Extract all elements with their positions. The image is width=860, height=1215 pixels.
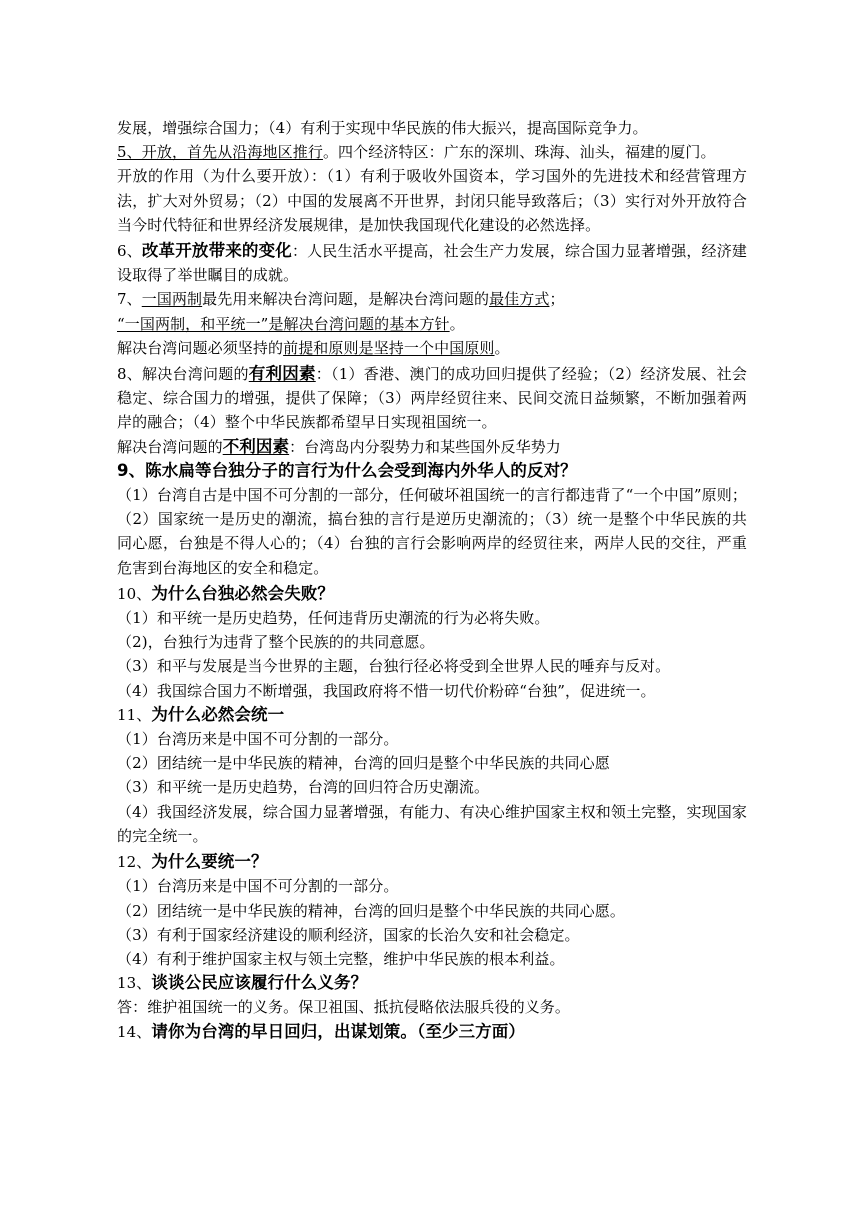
item-8-lead: 8、解决台湾问题的 <box>117 365 249 384</box>
item-7-principle-end: 。 <box>494 338 510 357</box>
item-12-heading <box>117 850 747 874</box>
item-7-emphasis: 最佳方式 <box>489 290 550 309</box>
item-7-principle <box>117 336 747 360</box>
item-11-heading <box>117 703 747 727</box>
item-8-unfavorable-text: ：台湾岛内分裂势力和某些国外反华势力 <box>289 437 561 456</box>
item-8-favorable: 有利因素 <box>248 364 316 384</box>
item-7-principle-lead: 解决台湾问题必须坚持的 <box>117 338 284 357</box>
item-12-title: 为什么要统一？ <box>151 852 268 872</box>
item-14-title: 请你为台湾的早日回归，出谋划策。（至少三方面） <box>151 1021 525 1041</box>
item-11-title: 为什么必然会统一 <box>151 704 285 724</box>
item-10-point-1: （1）和平统一是历史趋势，任何违背历史潮流的行为必将失败。 <box>117 609 550 628</box>
item-11-point-2: （2）团结统一是中华民族的精神，台湾的回归是整个中华民族的共同心愿 <box>117 754 610 773</box>
item-8-unfavorable-line <box>117 435 747 459</box>
item-6-title: 改革开放带来的变化 <box>141 241 292 261</box>
item-9-title: 9、陈水扁等台独分子的言行为什么会受到海内外华人的反对？ <box>117 460 577 480</box>
paragraph-continuation: 发展，增强综合国力；（4）有利于实现中华民族的伟大振兴，提高国际竞争力。 <box>117 119 648 137</box>
item-7-policy <box>117 312 747 336</box>
document-page <box>117 116 747 1044</box>
item-8-unfavorable-lead: 解决台湾问题的 <box>117 437 223 456</box>
item-11-point-4: （4）我国经济发展，综合国力显著增强，有能力、有决心维护国家主权和领土完整，实现国家的完全统一。 <box>117 802 747 845</box>
item-12-point-4: （4）有利于维护国家主权与领土完整，维护中华民族的根本利益。 <box>117 949 565 968</box>
item-8-text: ：（1）香港、澳门的成功回归提供了经验；（2）经济发展、社会稳定、综合国力的增强，提供了保障；（3）两岸经贸往来、民间交流日益频繁，不断加强着两岸的融合；（4）整个中华民族都希望早日实现祖国统一。 <box>117 365 747 432</box>
item-12-number: 12、 <box>117 853 152 872</box>
item-7-number: 7、 <box>117 290 142 309</box>
item-8 <box>117 362 747 435</box>
item-10-heading <box>117 582 747 606</box>
opening-role-paragraph: 开放的作用（为什么要开放）：（1）有利于吸收外国资本，学习国外的先进技术和经营管理方法，扩大对外贸易；（2）中国的发展离不开世界，封闭只能导致落后；（3）实行对外开放符合当今时代特征和世界经济发展规律，是加快我国现代化建设的必然选择。 <box>117 167 747 234</box>
item-12-point-2: （2）团结统一是中华民族的精神，台湾的回归是整个中华民族的共同心愿。 <box>117 901 625 920</box>
item-5-text: 。四个经济特区：广东的深圳、珠海、汕头，福建的厦门。 <box>322 143 716 162</box>
item-13-title: 谈谈公民应该履行什么义务？ <box>151 973 368 993</box>
item-7-policy-end: 。 <box>449 314 465 333</box>
item-11-point-3: （3）和平统一是历史趋势，台湾的回归符合历史潮流。 <box>117 778 490 797</box>
item-10-point-2: （2)，台独行为违背了整个民族的的共同意愿。 <box>117 633 435 652</box>
item-12-point-1: （1）台湾历来是中国不可分割的一部分。 <box>117 877 399 896</box>
item-13-number: 13、 <box>117 974 152 993</box>
item-7-punct: ； <box>549 290 565 309</box>
item-13-heading <box>117 971 747 995</box>
item-9-body: （1）台湾自古是中国不可分割的一部分，任何破坏祖国统一的言行都违背了“一个中国”原则；（2）国家统一是历史的潮流，搞台独的言行是逆历史潮流的；（3）统一是整个中华民族的共同心愿，台独是不得人心的；（4）台独的言行会影响两岸的经贸往来，两岸人民的交往，严重危害到台海地区的安全和稳定。 <box>117 486 747 577</box>
item-5-label: 5、开放，首先从沿海地区推行 <box>117 143 323 162</box>
item-7-text: 最先用来解决台湾问题，是解决台湾问题的 <box>202 290 490 309</box>
item-7 <box>117 287 747 311</box>
item-12-point-3: （3）有利于国家经济建设的顺利经济，国家的长治久安和社会稳定。 <box>117 925 580 944</box>
item-5 <box>117 140 747 164</box>
item-13-answer: 答：维护祖国统一的义务。保卫祖国、抵抗侵略依法服兵役的义务。 <box>117 998 571 1017</box>
item-14-number: 14、 <box>117 1022 152 1041</box>
item-10-number: 10、 <box>117 584 152 603</box>
item-6-number: 6、 <box>117 242 142 261</box>
item-8-unfavorable: 不利因素 <box>222 436 290 456</box>
item-11-point-1: （1）台湾历来是中国不可分割的一部分。 <box>117 730 399 749</box>
item-7-term: 一国两制 <box>141 290 203 309</box>
item-7-principle-text: 前提和原则是坚持一个中国原则 <box>283 338 495 357</box>
item-7-policy-text: “一国两制，和平统一”是解决台湾问题的基本方针 <box>117 314 450 333</box>
item-6 <box>117 239 747 287</box>
item-6-text: ：人民生活水平提高，社会生产力发展，综合国力显著增强，经济建设取得了举世瞩目的成就。 <box>117 242 747 285</box>
item-11-number: 11、 <box>117 705 152 724</box>
item-10-point-4: （4）我国综合国力不断增强，我国政府将不惜一切代价粉碎“台独”，促进统一。 <box>117 681 656 700</box>
item-10-point-3: （3）和平与发展是当今世界的主题，台独行径必将受到全世界人民的唾弃与反对。 <box>117 657 671 676</box>
item-14-heading <box>117 1020 747 1044</box>
item-10-title: 为什么台独必然会失败？ <box>151 583 334 603</box>
